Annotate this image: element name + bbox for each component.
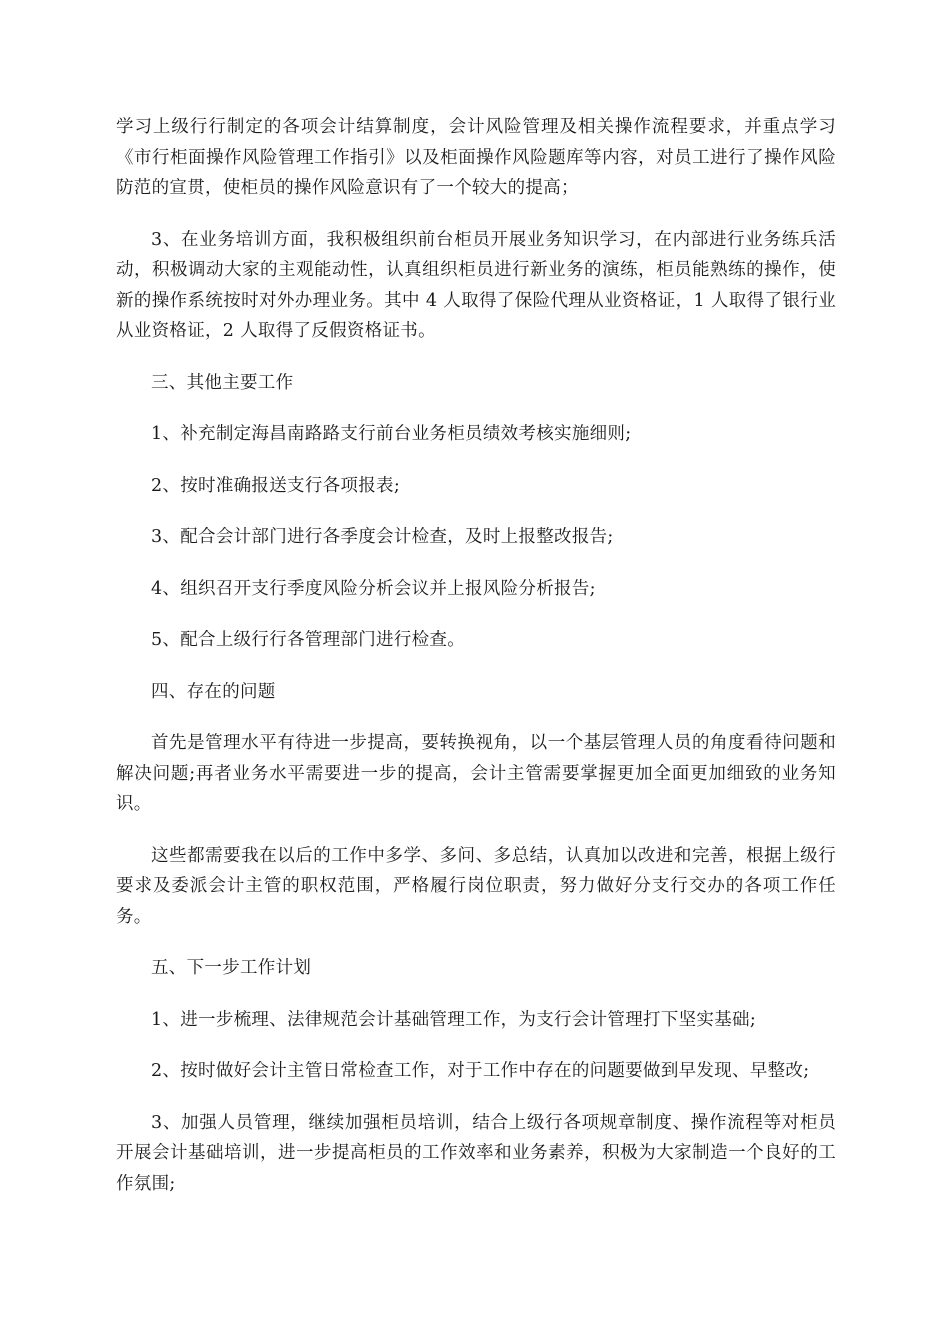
section-heading-next-plan: 五、下一步工作计划 xyxy=(151,958,312,978)
paragraph-problems-1: 首先是管理水平有待进一步提高，要转换视角，以一个基层管理人员的角度看待问题和解决问题;再者业务水平需要进一步的提高，会计主管需要掌握更加全面更加细致的业务知识。 xyxy=(116,733,836,814)
paragraph-problems-2: 这些都需要我在以后的工作中多学、多问、多总结，认真加以改进和完善，根据上级行要求及委派会计主管的职权范围，严格履行岗位职责，努力做好分支行交办的各项工作任务。 xyxy=(116,845,836,927)
section-heading-problems: 四、存在的问题 xyxy=(151,681,276,702)
list-item-other-work-3: 3、配合会计部门进行各季度会计检查，及时上报整改报告; xyxy=(151,527,614,547)
list-item-other-work-4: 4、组织召开支行季度风险分析会议并上报风险分析报告; xyxy=(151,578,596,599)
paragraph-continuation: 学习上级行行制定的各项会计结算制度，会计风险管理及相关操作流程要求，并重点学习《市行柜面操作风险管理工作指引》以及柜面操作风险题库等内容，对员工进行了操作风险防范的宣贯，使柜员的操作风险意识有了一个较大的提高； xyxy=(116,117,836,198)
list-item-next-plan-2: 2、按时做好会计主管日常检查工作，对于工作中存在的问题要做到早发现、早整改; xyxy=(151,1061,810,1081)
list-item-other-work-5: 5、配合上级行行各管理部门进行检查。 xyxy=(151,630,466,650)
document-body xyxy=(116,112,836,1220)
paragraph-business-training: 3、在业务培训方面，我积极组织前台柜员开展业务知识学习，在内部进行业务练兵活动，积极调动大家的主观能动性，认真组织柜员进行新业务的演练，柜员能熟练的操作，使新的操作系统按时对外办理业务。其中 4 人取得了保险代理从业资格证，1 人取得了银行业从业资格证，2 人取得了反假资格证书。 xyxy=(116,229,836,341)
section-heading-other-work: 三、其他主要工作 xyxy=(151,372,294,393)
list-item-other-work-2: 2、按时准确报送支行各项报表; xyxy=(151,475,401,496)
list-item-other-work-1: 1、补充制定海昌南路路支行前台业务柜员绩效考核实施细则; xyxy=(151,424,632,444)
list-item-next-plan-3: 3、加强人员管理，继续加强柜员培训，结合上级行各项规章制度、操作流程等对柜员开展会计基础培训，进一步提高柜员的工作效率和业务素养，积极为大家制造一个良好的工作氛围; xyxy=(116,1112,836,1194)
list-item-next-plan-1: 1、进一步梳理、法律规范会计基础管理工作，为支行会计管理打下坚实基础; xyxy=(151,1009,757,1030)
